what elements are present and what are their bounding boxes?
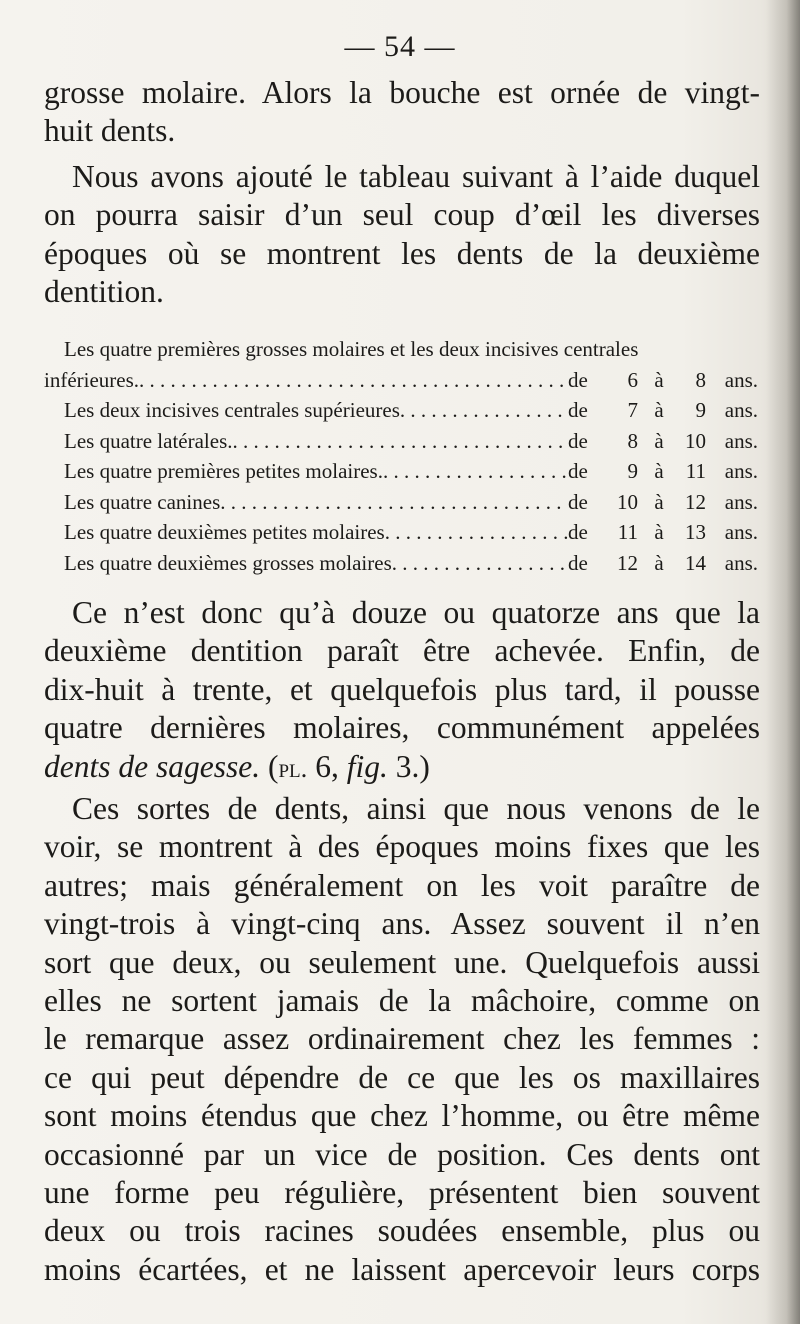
table-to: 14: [685, 550, 706, 575]
table-to: 8: [695, 367, 706, 392]
text-line: le remarque assez ordinairement chez les femmes :: [44, 1021, 760, 1057]
table-unit: ans.: [724, 550, 758, 575]
text-line: Ces sortes de dents, ainsi que nous venons de le: [72, 791, 760, 826]
table-row: [44, 517, 758, 548]
italic-term: dents de sagesse.: [44, 748, 261, 784]
table-from: 7: [627, 398, 638, 422]
table-label: Les quatre deuxièmes grosses molaires. . . .: [44, 548, 568, 579]
page-number: — 54 —: [344, 30, 456, 63]
page-edge-shadow: [766, 0, 800, 1324]
table-label: Les quatre premières petites molaires.. . . .: [44, 456, 568, 487]
table-row: [44, 395, 758, 426]
text-line: vingt-trois à vingt-cinq ans. Assez souvent il n’en: [44, 906, 760, 942]
text-line: deuxième dentition paraît être achevée. Enfin, de: [44, 633, 760, 669]
table-unit: ans.: [724, 489, 758, 514]
table-to: 12: [685, 489, 706, 514]
table-row: [44, 365, 758, 396]
paragraph-wisdom-teeth: [44, 790, 760, 1289]
table-a: à: [654, 489, 664, 514]
text-line: sont moins étendus que chez l’homme, ou être même: [44, 1098, 760, 1134]
text-line: elles ne sortent jamais de la mâchoire, comme on: [44, 983, 760, 1019]
table-from: 9: [627, 459, 638, 483]
table-a: à: [654, 428, 664, 453]
text-line: Nous avons ajouté le tableau suivant à l’aide duquel: [72, 159, 760, 194]
table-a: à: [654, 550, 664, 575]
table-unit: ans.: [724, 520, 758, 544]
table-row: [44, 548, 758, 579]
text-line: autres; mais généralement on les voit paraître de: [44, 867, 760, 903]
table-a: à: [654, 520, 664, 544]
text-line: quatre dernières molaires, communément appelées: [44, 710, 760, 746]
plate-ref: pl.: [278, 752, 308, 783]
table-from: 11: [617, 520, 638, 544]
table-row: [44, 456, 758, 487]
table-from: 12: [617, 550, 638, 575]
table-to: 10: [685, 428, 706, 453]
paragraph-continuation: [44, 74, 760, 151]
table-to: 13: [685, 520, 706, 544]
text-line: grosse molaire. Alors la bouche est ornée de vingt-: [44, 75, 760, 110]
text-line: on pourra saisir d’un seul coup d’œil les diverses: [44, 197, 760, 233]
text-line: huit dents.: [44, 113, 176, 149]
table-de: de: [568, 489, 588, 514]
table-from: 6: [627, 367, 638, 392]
table-label: Les quatre latérales.. . . .: [44, 426, 568, 457]
table-from: 10: [617, 489, 638, 514]
table-row: [44, 426, 758, 457]
table-de: de: [568, 459, 588, 483]
text-line: dents de sagesse. (pl. 6, fig. 3.): [44, 748, 430, 784]
text-line: Ce n’est donc qu’à douze ou quatorze ans que la: [72, 595, 760, 630]
text-line: époques où se montrent les dents de la deuxième: [44, 235, 760, 271]
table-label: inférieures.. . . .: [44, 365, 568, 396]
text-line: occasionné par un vice de position. Ces dents ont: [44, 1136, 760, 1172]
table-unit: ans.: [724, 367, 758, 392]
table-de: de: [568, 398, 588, 422]
table-de: de: [568, 428, 588, 453]
table-to: 9: [695, 398, 706, 422]
paragraph-table-intro: [44, 158, 760, 312]
table-a: à: [654, 459, 664, 483]
text-line: moins écartées, et ne laissent apercevoir leurs corps: [44, 1251, 760, 1287]
text-line: sort que deux, ou seulement une. Quelquefois aussi: [44, 944, 760, 980]
dentition-table: [44, 334, 758, 578]
table-from: 8: [627, 428, 638, 453]
table-a: à: [654, 367, 664, 392]
table-de: de: [568, 550, 588, 575]
table-a: à: [654, 398, 664, 422]
text-line: dix-huit à trente, et quelquefois plus tard, il pousse: [44, 671, 760, 707]
text-line: une forme peu régulière, présentent bien souvent: [44, 1175, 760, 1211]
table-unit: ans.: [724, 459, 758, 483]
table-row-header-line: [44, 334, 758, 365]
table-label: Les quatre deuxièmes petites molaires. . . .: [44, 517, 568, 548]
table-to: 11: [685, 459, 706, 483]
text-line: ce qui peut dépendre de ce que les os maxillaires: [44, 1059, 760, 1095]
table-de: de: [568, 367, 588, 392]
text-line: voir, se montrent à des époques moins fixes que les: [44, 829, 760, 865]
text-line: dentition.: [44, 274, 164, 310]
table-unit: ans.: [724, 398, 758, 422]
table-label: Les deux incisives centrales supérieures. . . .: [44, 395, 568, 426]
table-label: Les quatre canines. . . .: [44, 487, 568, 518]
table-label: Les quatre premières grosses molaires et les deux incisives centrales: [64, 337, 639, 361]
table-row: [44, 487, 758, 518]
text-line: deux ou trois racines soudées ensemble, plus ou: [44, 1213, 760, 1249]
table-unit: ans.: [724, 428, 758, 453]
figure-ref: fig.: [346, 748, 388, 784]
table-de: de: [568, 520, 588, 544]
paragraph-completion: [44, 594, 760, 787]
